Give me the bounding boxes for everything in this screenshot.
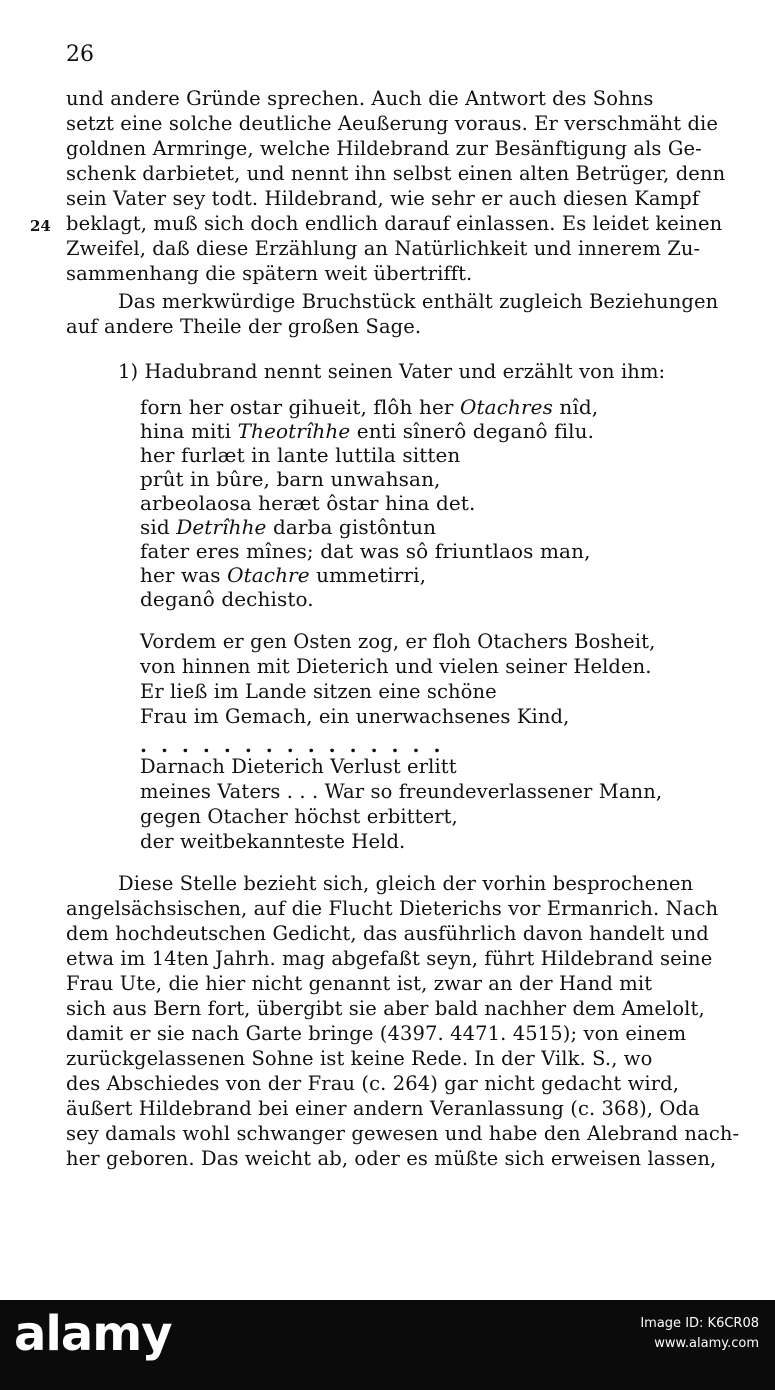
- text-line: sich aus Bern fort, übergibt sie aber bald nachher dem Amelolt,: [66, 997, 705, 1020]
- image-id-label: [640, 1314, 759, 1354]
- site-url: www.alamy.com: [654, 1336, 759, 1351]
- translation-line: von hinnen mit Dieterich und vielen seiner Helden.: [140, 655, 652, 678]
- text-line: setzt eine solche deutliche Aeußerung voraus. Er verschmäht die: [66, 112, 718, 135]
- verse-line: prût in bûre, barn unwahsan,: [140, 467, 441, 491]
- verse-line: fater eres mînes; dat was sô friuntlaos man,: [140, 539, 591, 563]
- text-line: beklagt, muß sich doch endlich darauf einlassen. Es leidet keinen: [66, 212, 723, 235]
- ellipsis-line: ...............: [140, 733, 455, 757]
- watermark-bar: [0, 1300, 775, 1390]
- list-item-intro: 1) Hadubrand nennt seinen Vater und erzählt von ihm:: [118, 360, 666, 383]
- verse-line: arbeolaosa heræt ôstar hina det.: [140, 491, 476, 515]
- text-line: des Abschiedes von der Frau (c. 264) gar nicht gedacht wird,: [66, 1072, 680, 1095]
- text-line: schenk darbietet, und nennt ihn selbst einen alten Betrüger, denn: [66, 162, 726, 185]
- text-line: Frau Ute, die hier nicht genannt ist, zwar an der Hand mit: [66, 972, 653, 995]
- verse-line: forn her ostar gihueit, flôh her Otachres nîd,: [140, 395, 599, 419]
- translation-line: Darnach Dieterich Verlust erlitt: [140, 755, 457, 778]
- text-line: dem hochdeutschen Gedicht, das ausführlich davon handelt und: [66, 922, 709, 945]
- image-id: Image ID: K6CR08: [640, 1316, 759, 1331]
- text-line: auf andere Theile der großen Sage.: [66, 315, 422, 338]
- text-line: etwa im 14ten Jahrh. mag abgefaßt seyn, führt Hildebrand seine: [66, 947, 713, 970]
- text-line: goldnen Armringe, welche Hildebrand zur Besänftigung als Ge-: [66, 137, 702, 160]
- verse-line: sid Detrîhhe darba gistôntun: [140, 515, 437, 539]
- text-line: her geboren. Das weicht ab, oder es müßte sich erweisen lassen,: [66, 1147, 717, 1170]
- translation-line: gegen Otacher höchst erbittert,: [140, 805, 458, 828]
- alamy-logo: alamy: [14, 1306, 172, 1362]
- text-line: Zweifel, daß diese Erzählung an Natürlichkeit und innerem Zu-: [66, 237, 701, 260]
- text-line: äußert Hildebrand bei einer andern Veranlassung (c. 368), Oda: [66, 1097, 700, 1120]
- text-line: angelsächsischen, auf die Flucht Dieterichs vor Ermanrich. Nach: [66, 897, 719, 920]
- text-line: sammenhang die spätern weit übertrifft.: [66, 262, 473, 285]
- text-line: sein Vater sey todt. Hildebrand, wie sehr er auch diesen Kampf: [66, 187, 700, 210]
- translation-line: Vordem er gen Osten zog, er floh Otachers Bosheit,: [140, 630, 656, 653]
- verse-line: her was Otachre ummetirri,: [140, 563, 427, 587]
- text-line: zurückgelassenen Sohne ist keine Rede. In der Vilk. S., wo: [66, 1047, 653, 1070]
- page-number: 26: [66, 42, 94, 67]
- text-line: und andere Gründe sprechen. Auch die Antwort des Sohns: [66, 87, 654, 110]
- translation-line: der weitbekannteste Held.: [140, 830, 406, 853]
- text-line: Diese Stelle bezieht sich, gleich der vorhin besprochenen: [118, 872, 694, 895]
- verse-line: hina miti Theotrîhhe enti sînerô deganô filu.: [140, 419, 595, 443]
- text-line: sey damals wohl schwanger gewesen und habe den Alebrand nach-: [66, 1122, 740, 1145]
- translation-line: Er ließ im Lande sitzen eine schöne: [140, 680, 497, 703]
- margin-line-number: 24: [30, 217, 51, 235]
- verse-line: deganô dechisto.: [140, 587, 314, 611]
- translation-line: Frau im Gemach, ein unerwachsenes Kind,: [140, 705, 570, 728]
- verse-line: her furlæt in lante luttila sitten: [140, 443, 461, 467]
- text-line: damit er sie nach Garte bringe (4397. 4471. 4515); von einem: [66, 1022, 687, 1045]
- translation-line: meines Vaters . . . War so freundeverlassener Mann,: [140, 780, 663, 803]
- text-line: Das merkwürdige Bruchstück enthält zugleich Beziehungen: [118, 290, 719, 313]
